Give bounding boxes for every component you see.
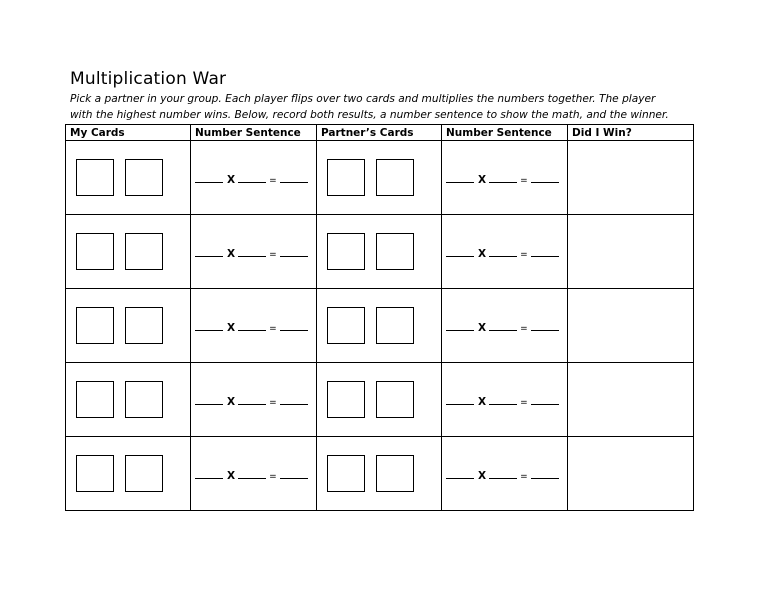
times-sign: X [227,322,236,334]
my-number-sentence [191,395,316,408]
equals-sign: = [520,324,528,334]
equals-sign: = [520,250,528,260]
partner-cards-cell [317,437,442,511]
partner-number-sentence [442,173,567,186]
partner-sentence-cell [442,437,568,511]
did-i-win-cell[interactable] [568,363,694,437]
did-i-win-cell[interactable] [568,141,694,215]
my-sentence-cell [191,289,317,363]
factor-blank[interactable] [489,173,517,183]
product-blank[interactable] [280,469,308,479]
factor-blank[interactable] [446,247,474,257]
header-did-i-win: Did I Win? [568,125,694,141]
my-cards-cell [66,363,191,437]
product-blank[interactable] [531,321,559,331]
times-sign: X [478,322,487,334]
game-record-table [65,124,694,511]
factor-blank[interactable] [195,395,223,405]
my-card-box[interactable] [76,307,114,344]
factor-blank[interactable] [238,321,266,331]
partner-cards-cell [317,141,442,215]
my-card-box[interactable] [125,381,163,418]
product-blank[interactable] [280,173,308,183]
factor-blank[interactable] [238,469,266,479]
factor-blank[interactable] [195,247,223,257]
header-number-sentence: Number Sentence [191,125,317,141]
product-blank[interactable] [531,247,559,257]
factor-blank[interactable] [195,173,223,183]
partner-sentence-cell [442,141,568,215]
my-cards-cell [66,215,191,289]
partner-card-box[interactable] [376,159,414,196]
partner-card-box[interactable] [376,381,414,418]
equals-sign: = [269,472,277,482]
times-sign: X [227,174,236,186]
table-body [66,141,694,511]
times-sign: X [227,470,236,482]
did-i-win-cell[interactable] [568,437,694,511]
partner-sentence-cell [442,215,568,289]
partner-number-sentence [442,469,567,482]
my-card-box[interactable] [76,159,114,196]
times-sign: X [227,248,236,260]
partner-number-sentence [442,247,567,260]
factor-blank[interactable] [238,173,266,183]
table-row [66,289,694,363]
product-blank[interactable] [280,247,308,257]
factor-blank[interactable] [238,247,266,257]
table-header-row [66,125,694,141]
partner-cards-cell [317,363,442,437]
factor-blank[interactable] [195,469,223,479]
my-number-sentence [191,173,316,186]
my-cards-cell [66,437,191,511]
my-sentence-cell [191,363,317,437]
my-card-box[interactable] [76,455,114,492]
factor-blank[interactable] [489,395,517,405]
times-sign: X [478,248,487,260]
my-sentence-cell [191,215,317,289]
table-row [66,363,694,437]
factor-blank[interactable] [446,469,474,479]
my-sentence-cell [191,141,317,215]
did-i-win-cell[interactable] [568,215,694,289]
my-cards-cell [66,289,191,363]
factor-blank[interactable] [238,395,266,405]
partner-number-sentence [442,321,567,334]
header-my-cards: My Cards [66,125,191,141]
factor-blank[interactable] [195,321,223,331]
my-card-box[interactable] [76,381,114,418]
equals-sign: = [269,176,277,186]
times-sign: X [478,470,487,482]
partner-card-box[interactable] [376,233,414,270]
partner-card-box[interactable] [327,233,365,270]
factor-blank[interactable] [489,469,517,479]
table-row [66,437,694,511]
my-card-box[interactable] [125,233,163,270]
product-blank[interactable] [531,173,559,183]
partner-card-box[interactable] [376,455,414,492]
factor-blank[interactable] [446,395,474,405]
factor-blank[interactable] [489,247,517,257]
table-row [66,141,694,215]
partner-card-box[interactable] [327,307,365,344]
equals-sign: = [269,250,277,260]
equals-sign: = [269,398,277,408]
partner-sentence-cell [442,363,568,437]
did-i-win-cell[interactable] [568,289,694,363]
product-blank[interactable] [280,321,308,331]
equals-sign: = [269,324,277,334]
product-blank[interactable] [280,395,308,405]
my-card-box[interactable] [76,233,114,270]
header-partners-cards: Partner’s Cards [317,125,442,141]
my-number-sentence [191,247,316,260]
partner-card-box[interactable] [327,455,365,492]
factor-blank[interactable] [489,321,517,331]
partner-cards-cell [317,289,442,363]
times-sign: X [478,174,487,186]
times-sign: X [227,396,236,408]
times-sign: X [478,396,487,408]
worksheet-title: Multiplication War [70,69,227,89]
partner-number-sentence [442,395,567,408]
equals-sign: = [520,176,528,186]
equals-sign: = [520,472,528,482]
my-cards-cell [66,141,191,215]
my-number-sentence [191,469,316,482]
product-blank[interactable] [531,395,559,405]
my-card-box[interactable] [125,307,163,344]
header-number-sentence: Number Sentence [442,125,568,141]
my-card-box[interactable] [125,159,163,196]
instructions-line-1: Pick a partner in your group. Each player flips over two cards and multiplies the numbers together. The player [70,93,656,105]
partner-sentence-cell [442,289,568,363]
partner-card-box[interactable] [327,159,365,196]
instructions-line-2: with the highest number wins. Below, record both results, a number sentence to show the math, and the winner. [70,109,669,121]
factor-blank[interactable] [446,173,474,183]
my-card-box[interactable] [125,455,163,492]
my-number-sentence [191,321,316,334]
partner-cards-cell [317,215,442,289]
table-row [66,215,694,289]
partner-card-box[interactable] [327,381,365,418]
my-sentence-cell [191,437,317,511]
factor-blank[interactable] [446,321,474,331]
equals-sign: = [520,398,528,408]
product-blank[interactable] [531,469,559,479]
partner-card-box[interactable] [376,307,414,344]
instructions [70,91,710,123]
